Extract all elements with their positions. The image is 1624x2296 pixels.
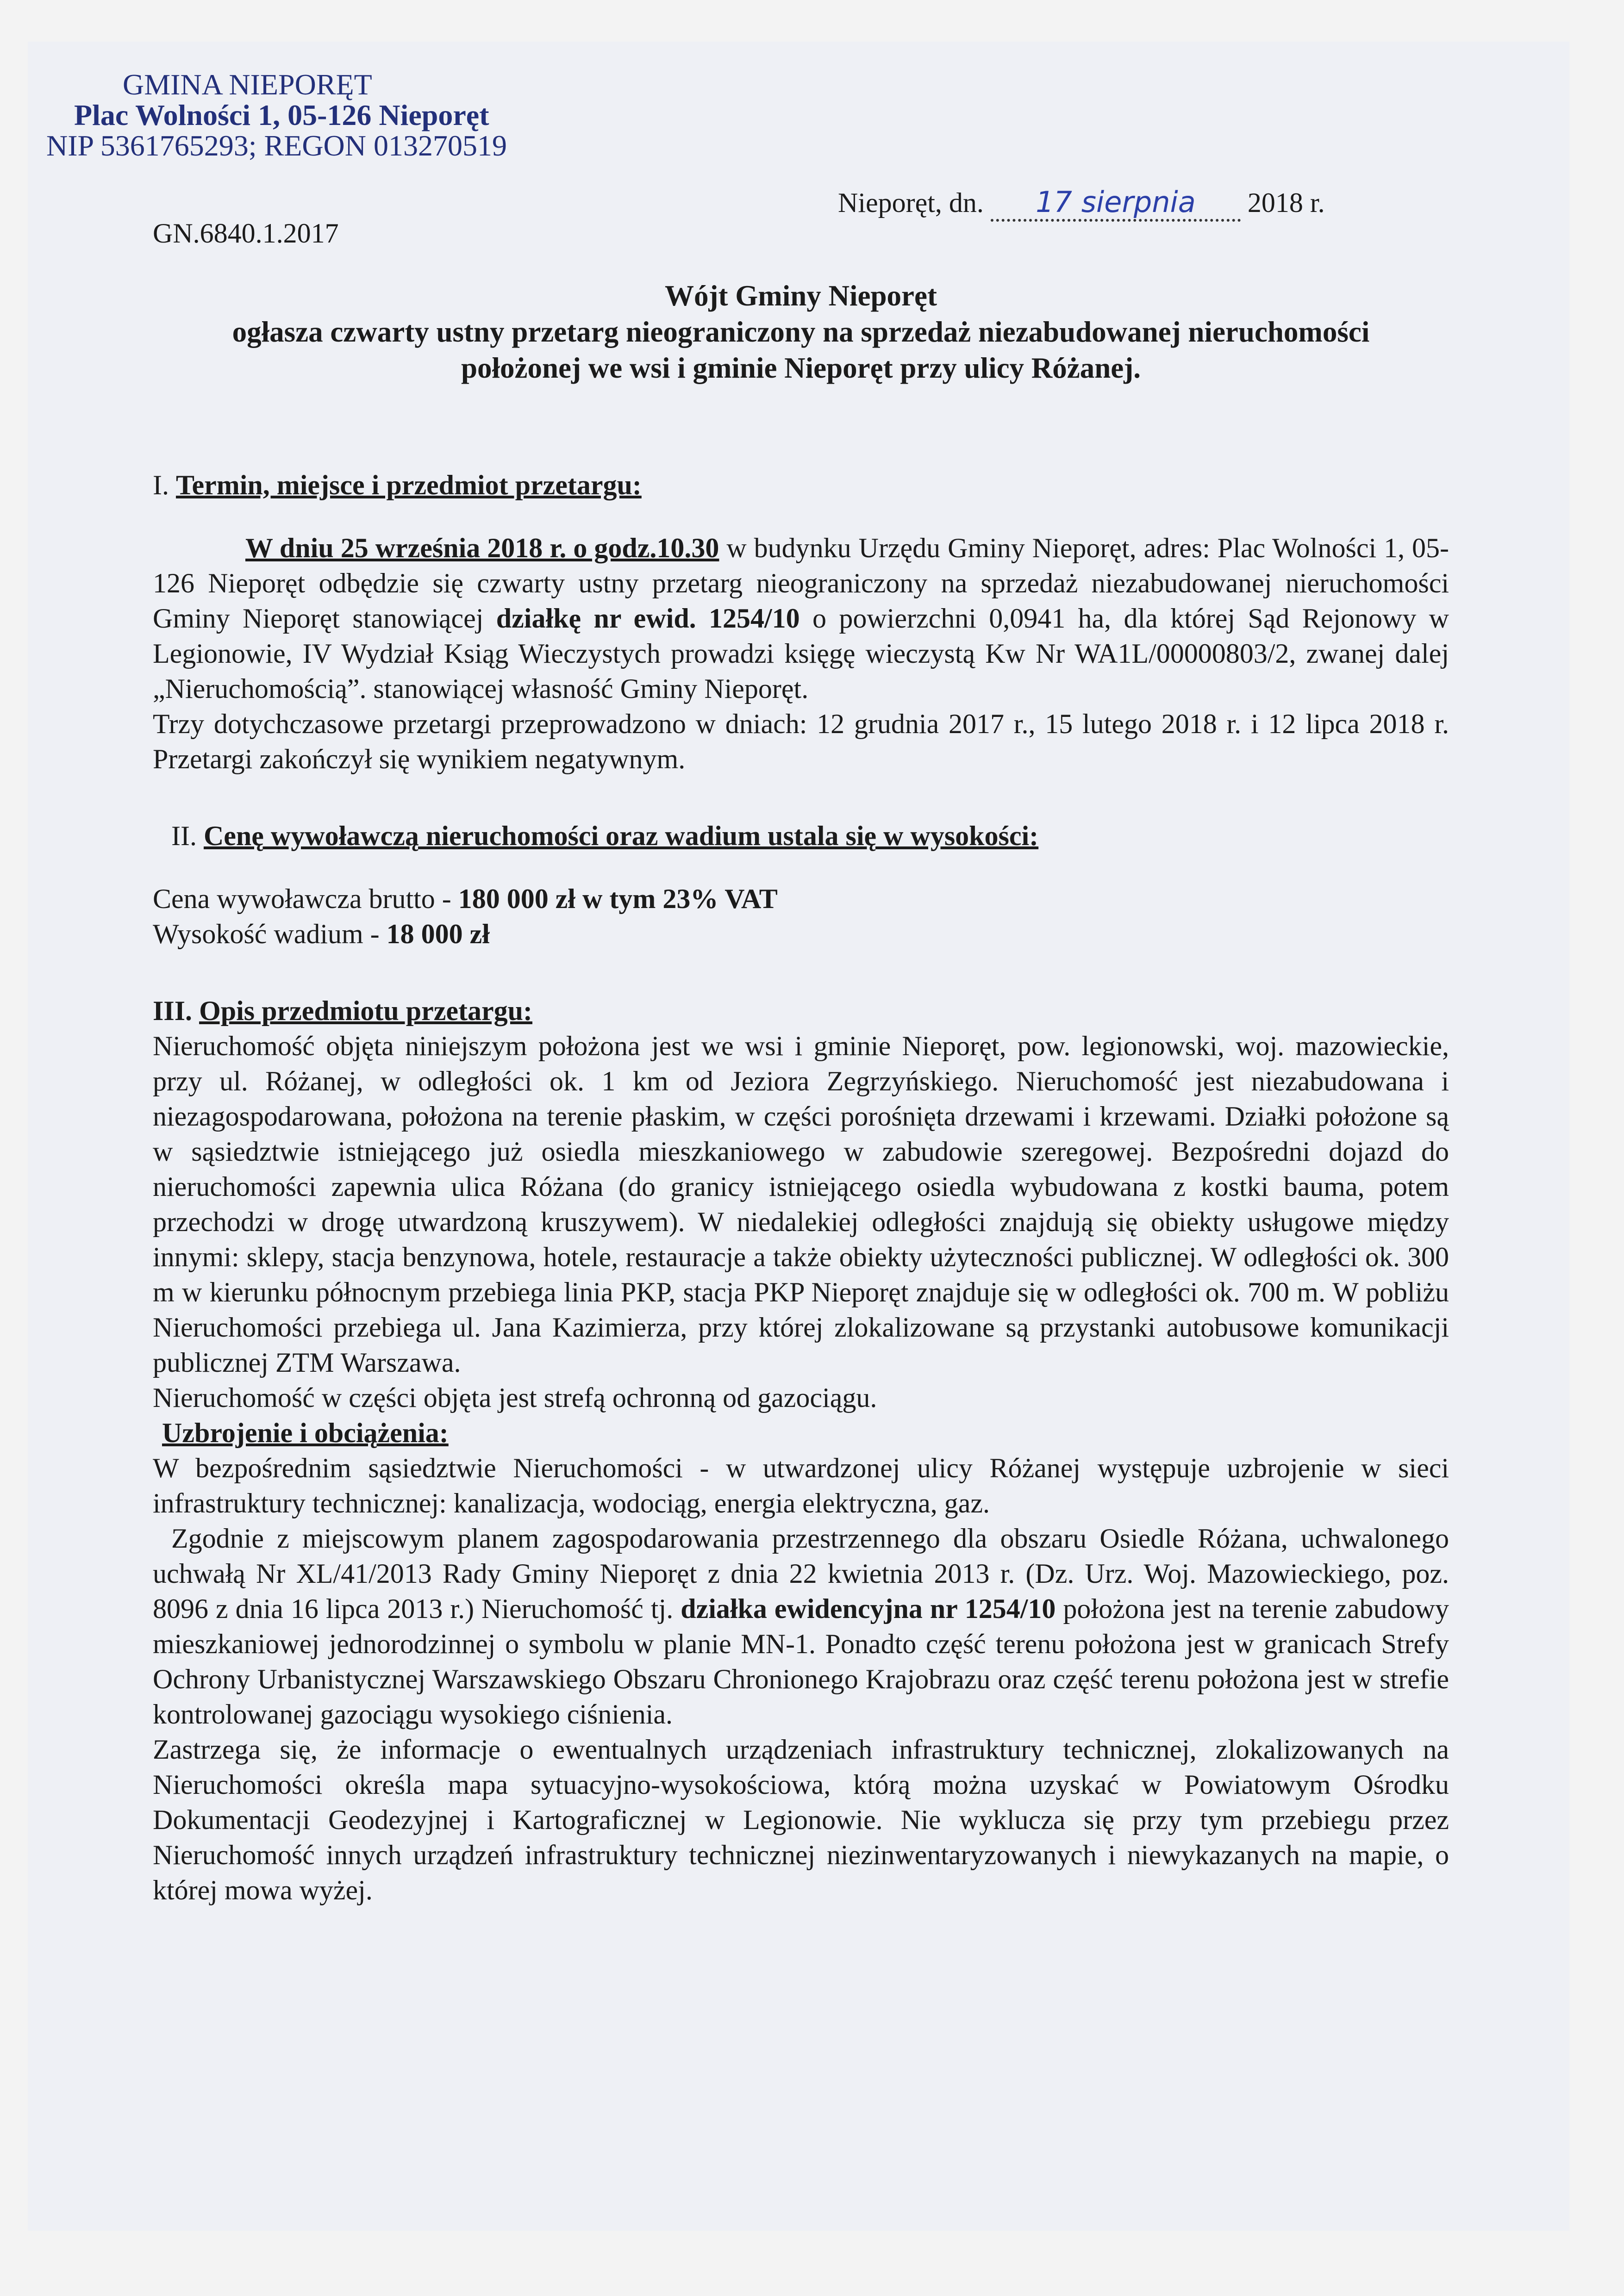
section-1-text-c: o powierzchni 0,0941 ha, dla której Sąd Rejonowy w Legionowie, IV Wydział Ksiąg Wieczystych prowadzi księgę wieczystą Kw Nr WA1L/00000803/2, zwanej dalej „Nieruchomością”. stanowiącej własność Gminy Nieporęt. — [153, 603, 1449, 704]
section-3-number: III. — [153, 996, 193, 1026]
deposit-label: Wysokość wadium - — [153, 919, 387, 949]
auction-date: W dniu 25 września 2018 r. o godz.10.30 — [245, 533, 719, 563]
case-number: GN.6840.1.2017 — [153, 218, 339, 249]
section-2-number: II. — [171, 821, 197, 851]
section-1-number: I. — [153, 470, 169, 500]
stamp-line-address: Plac Wolności 1, 05-126 Nieporęt — [74, 99, 489, 131]
handwritten-date: 17 sierpnia — [991, 185, 1241, 222]
plot-number: działkę nr ewid. 1254/10 — [496, 603, 800, 634]
stamp-line-name: GMINA NIEPORĘT — [123, 68, 372, 101]
section-3-paragraph-3: W bezpośrednim sąsiedztwie Nieruchomości - w utwardzonej ulicy Różanej występuje uzbrojenie w sieci infrastruktury technicznej: kanalizacja, wodociąg, energia elektryczna, gaz. — [153, 1453, 1449, 1518]
section-2-heading — [153, 818, 1449, 853]
date-prefix: Nieporęt, dn. — [838, 187, 984, 218]
deposit-value: 18 000 zł — [386, 919, 490, 949]
section-1-text-a: w budynku Urzędu Gminy Nieporęt, adres: Plac Wolności 1, 05-126 Nieporęt odbędzie się czwarty ustny przetarg nieograniczony na sprzedaż niezabudowanej nieruchomości Gminy Nieporęt stanowiącej — [153, 533, 1449, 634]
section-1-paragraph-2: Trzy dotychczasowe przetargi przeprowadzono w dniach: 12 grudnia 2017 r., 15 lutego 2018 r. i 12 lipca 2018 r. Przetargi zakończył się wynikiem negatywnym. — [153, 709, 1449, 774]
date-line — [838, 185, 1325, 222]
section-2-title: Cenę wywoławczą nieruchomości oraz wadium ustala się w wysokości: — [203, 821, 1039, 851]
price-value: 180 000 zł w tym 23% VAT — [458, 884, 778, 914]
utilities-title: Uzbrojenie i obciążenia: — [162, 1418, 449, 1448]
heading-title: Wójt Gminy Nieporęt — [665, 280, 937, 312]
deposit-line — [153, 916, 1449, 952]
zoning-text-c: położona jest na terenie zabudowy mieszkaniowej jednorodzinnej o symbolu w planie MN-1. Ponadto część terenu położona jest w granicach Strefy Ochrony Urbanistycznej Warszawskiego Obszaru Chronionego Krajobrazu oraz część terenu położona jest w strefie kontrolowanej gazociągu wysokiego ciśnienia. — [153, 1593, 1449, 1730]
section-3-paragraph-4 — [153, 1521, 1449, 1732]
utilities-heading — [153, 1415, 1449, 1450]
announcement-heading — [153, 278, 1449, 386]
date-suffix: 2018 r. — [1247, 187, 1325, 218]
section-1-heading — [153, 467, 1449, 503]
heading-line-3: położonej we wsi i gminie Nieporęt przy ulicy Różanej. — [461, 352, 1141, 384]
price-label: Cena wywoławcza brutto - — [153, 884, 458, 914]
section-3-title: Opis przedmiotu przetargu: — [199, 996, 532, 1026]
zoning-plot-number: działka ewidencyjna nr 1254/10 — [681, 1593, 1056, 1624]
section-1-paragraph-1 — [153, 530, 1449, 706]
section-3-paragraph-1: Nieruchomość objęta niniejszym położona jest we wsi i gminie Nieporęt, pow. legionowski, woj. mazowieckie, przy ul. Różanej, w odległości ok. 1 km od Jeziora Zegrzyńskiego. Nieruchomość jest niezabudowana i niezagospodarowana, położona na terenie płaskim, w części porośnięta drzewami i krzewami. Działki położone są w sąsiedztwie istniejącego już osiedla mieszkaniowego w zabudowie szeregowej. Bezpośredni dojazd do nieruchomości zapewnia ulica Różana (do granicy istniejącego osiedla wybudowana z kostki bauma, potem przechodzi w drogę utwardzoną kruszywem). W niedalekiej odległości znajdują się obiekty usługowe między innymi: sklepy, stacja benzynowa, hotele, restauracje a także obiekty użyteczności publicznej. W odległości ok. 300 m w kierunku północnym przebiega linia PKP, stacja PKP Nieporęt znajduje się w odległości ok. 700 m. W pobliżu Nieruchomości przebiega ul. Jana Kazimierza, przy której zlokalizowane są przystanki autobusowe komunikacji publicznej ZTM Warszawa. — [153, 1031, 1449, 1378]
section-3-paragraph-5: Zastrzega się, że informacje o ewentualnych urządzeniach infrastruktury technicznej, zlokalizowanych na Nieruchomości określa mapa sytuacyjno-wysokościowa, którą można uzyskać w Powiatowym Ośrodku Dokumentacji Geodezyjnej i Kartograficznej w Legionowie. Nie wyklucza się przy tym przebiegu przez Nieruchomość innych urządzeń infrastruktury technicznej niezinwentaryzowanych i niewykazanych na mapie, o której mowa wyżej. — [153, 1734, 1449, 1905]
price-line — [153, 881, 1449, 916]
section-1-title: Termin, miejsce i przedmiot przetargu: — [175, 470, 642, 500]
document-body — [153, 467, 1449, 1908]
section-3-heading — [153, 993, 1449, 1028]
zoning-text-a: Zgodnie z miejscowym planem zagospodarowania przestrzennego dla obszaru Osiedle Różana, uchwalonego uchwałą Nr XL/41/2013 Rady Gminy Nieporęt z dnia 22 kwietnia 2013 r. (Dz. Urz. Woj. Mazowieckiego, poz. 8096 z dnia 16 lipca 2013 r.) Nieruchomość tj. — [153, 1523, 1449, 1624]
heading-line-2: ogłasza czwarty ustny przetarg nieograniczony na sprzedaż niezabudowanej nieruchomości — [232, 316, 1370, 348]
section-3-paragraph-2: Nieruchomość w części objęta jest strefą ochronną od gazociągu. — [153, 1382, 877, 1413]
municipality-stamp — [46, 69, 507, 161]
stamp-line-ids: NIP 5361765293; REGON 013270519 — [46, 129, 507, 162]
